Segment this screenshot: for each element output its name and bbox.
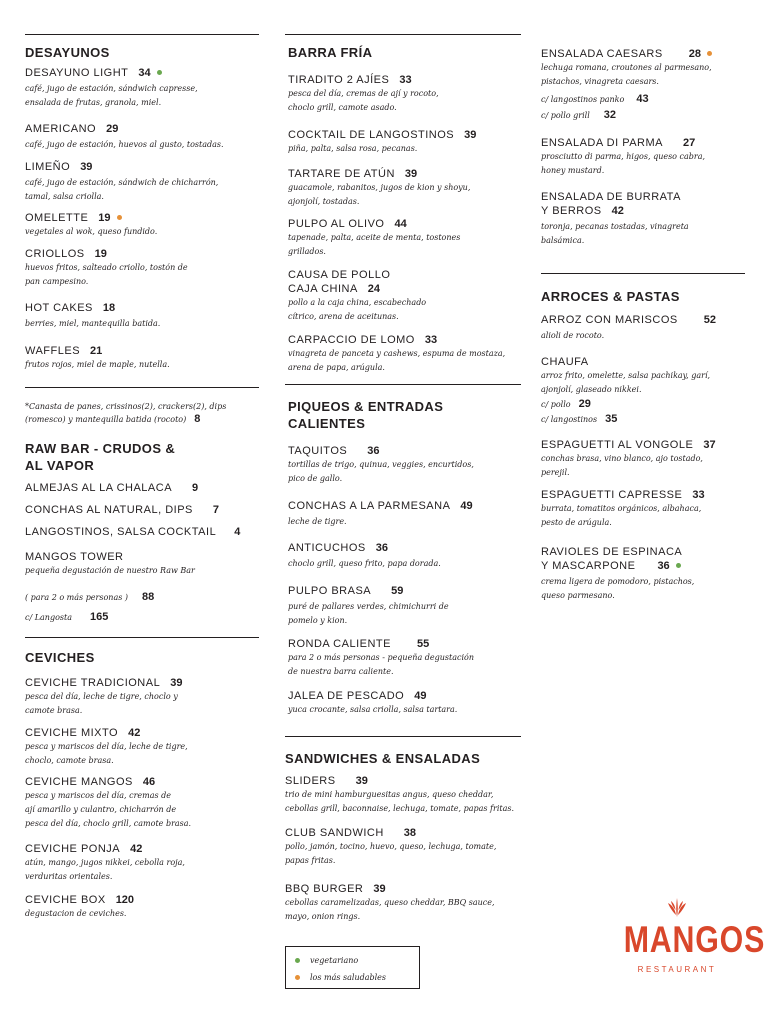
item-name: ENSALADA DI PARMA [541,137,663,149]
menu-item-espaguetti-capresse [541,488,745,530]
option-label: c/ langostinos panko [541,95,625,104]
item-price: 46 [142,776,156,788]
menu-item-langostinos-cocktail [25,525,259,539]
healthy-dot-icon [117,215,122,220]
menu-item-americano [25,122,259,152]
item-price: 49 [414,690,427,702]
caesar-option-langostinos [541,92,745,107]
item-description: pesca y mariscos del día, cremas de [25,791,171,800]
item-description: pistachos, vinagreta caesars. [541,77,659,86]
item-name: TARTARE DE ATÚN [288,168,395,180]
divider [541,273,745,274]
item-price: 52 [703,314,716,326]
menu-item-waffles [25,344,259,372]
brand-tagline: RESTAURANT [637,965,717,974]
item-price: 8 [194,413,201,425]
item-price: 36 [657,560,670,572]
brand-logo [612,896,766,996]
item-price: 42 [611,205,624,217]
title-line: AL VAPOR [25,458,95,473]
section-title-desayunos: DESAYUNOS [25,45,110,60]
item-description: café, jugo de estación, sándwich de chicharrón, [25,178,219,187]
item-name: CAJA CHINA [288,283,358,295]
menu-item-limeno [25,160,259,204]
legend-box [285,946,420,989]
menu-item-ceviche-tradicional [25,676,259,718]
item-name: LANGOSTINOS, SALSA COCKTAIL [25,526,217,538]
menu-item-jalea-pescado [288,689,521,717]
item-price: 33 [692,489,705,501]
item-description: ají amarillo y culantro, chicharrón de [25,805,177,814]
section-title-sandwiches: SANDWICHES & ENSALADAS [285,751,481,766]
item-name: PULPO AL OLIVO [288,218,385,230]
item-description: vinagreta de panceta y cashews, espuma de mostaza, [288,349,506,358]
tower-option-langosta [25,610,259,625]
item-description: pesca del día, leche de tigre, choclo y [25,692,178,701]
item-name: ESPAGUETTI AL VONGOLE [541,439,694,451]
item-description: pan campesino. [25,277,89,286]
item-price: 33 [399,74,412,86]
menu-item-conchas-parmesana [288,499,521,529]
item-description: ensalada de frutas, granola, miel. [25,98,162,107]
menu-item-cocktail-langostinos [288,128,521,156]
item-description: pico de gallo. [288,474,343,483]
vegetarian-dot-icon [676,563,681,568]
item-price: 39 [373,883,386,895]
vegetarian-dot-icon [295,958,300,963]
item-name: ALMEJAS AL LA CHALACA [25,482,173,494]
item-price: 42 [128,727,141,739]
item-description: frutos rojos, miel de maple, nutella. [25,360,170,369]
item-description: tortillas de trigo, quinua, veggies, encurtidos, [288,460,474,469]
item-price: 4 [234,526,241,538]
item-description: vegetales al wok, queso fundido. [25,227,158,236]
item-description: atún, mango, jugos nikkei, cebolla roja, [25,858,185,867]
item-description: cebollas grill, baconnaise, lechuga, tomate, papas fritas. [285,804,515,813]
brand-name: MANGOS [623,919,766,960]
item-description: de nuestra barra caliente. [288,667,394,676]
item-name: ESPAGUETTI CAPRESSE [541,489,683,501]
item-description: choclo, camote brasa. [25,756,114,765]
item-description: toronja, pecanas tostadas, vinagreta [541,222,689,231]
item-price: 33 [424,334,438,346]
item-description: leche de tigre. [288,517,347,526]
item-name: AMERICANO [25,123,97,135]
item-price: 19 [94,248,107,260]
menu-item-pulpo-brasa [288,584,521,628]
item-description: pequeña degustación de nuestro Raw Bar [25,566,195,575]
menu-item-ceviche-box [25,893,259,921]
healthy-dot-icon [295,975,300,980]
item-description: puré de pallares verdes, chimichurri de [288,602,449,611]
item-description: pomelo y kion. [288,616,348,625]
item-name: LIMEÑO [25,161,71,173]
item-name: ANTICUCHOS [288,542,366,554]
item-description: papas fritas. [285,856,336,865]
item-price: 120 [115,894,135,906]
title-line: RAW BAR - CRUDOS & [25,441,176,456]
item-name: HOT CAKES [25,302,93,314]
option-price: 32 [603,109,617,121]
menu-item-ensalada-parma [541,136,745,178]
note-line: *Canasta de panes, crissinos(2), crackers(2), dips [25,402,227,411]
item-name: CLUB SANDWICH [285,827,384,839]
item-price: 27 [683,137,696,149]
item-name: CONCHAS A LA PARMESANA [288,500,451,512]
menu-item-ceviche-mangos [25,775,259,831]
item-price: 29 [106,123,119,135]
option-price: 43 [636,93,649,105]
divider [25,637,259,638]
menu-item-ensalada-burrata [541,190,745,248]
section-title-raw-bar [25,440,259,474]
menu-item-mangos-tower [25,550,259,578]
menu-item-tiradito [288,73,521,115]
item-name: CEVICHE BOX [25,894,106,906]
item-description: pesto de arúgula. [541,518,612,527]
item-price: 21 [90,345,103,357]
menu-item-bbq-burger [285,882,521,924]
menu-item-criollos [25,247,259,289]
item-name: CAUSA DE POLLO [288,269,391,281]
menu-item-hot-cakes [25,301,259,331]
item-description: grillados. [288,247,326,256]
item-price: 39 [80,161,93,173]
item-name: JALEA DE PESCADO [288,690,405,702]
item-name: RAVIOLES DE ESPINACA [541,546,683,558]
option-label: c/ pollo [541,400,571,409]
item-description: ajonjolí, glaseado nikkei. [541,385,642,394]
item-description: choclo grill, queso frito, papa dorada. [288,559,441,568]
item-price: 19 [98,212,111,224]
option-label: ( para 2 o más personas ) [25,593,128,602]
item-description: berries, miel, mantequilla batida. [25,319,161,328]
item-name: RONDA CALIENTE [288,638,391,650]
option-label: c/ pollo grill [541,111,590,120]
item-description: cebollas caramelizadas, queso cheddar, BBQ sauce, [285,898,495,907]
item-name: CARPACCIO DE LOMO [288,334,415,346]
item-price: 55 [416,638,430,650]
menu-item-ceviche-ponja [25,842,259,884]
item-name: DESAYUNO LIGHT [25,67,129,79]
item-description: tapenade, palta, aceite de menta, tostones [288,233,461,242]
item-description: burrata, tomatitos orgánicos, albahaca, [541,504,702,513]
vegetarian-dot-icon [157,70,162,75]
item-price: 39 [355,775,368,787]
item-name: ENSALADA DE BURRATA [541,191,681,203]
tower-option-group [25,590,259,605]
menu-item-arroz-mariscos [541,313,745,343]
item-description: trio de mini hamburguesitas angus, queso cheddar, [285,790,494,799]
item-price: 39 [464,129,477,141]
menu-item-causa-pollo [288,268,521,324]
menu-item-pulpo-olivo [288,217,521,259]
item-price: 18 [102,302,116,314]
item-description: tamal, salsa criolla. [25,192,104,201]
option-price: 29 [578,398,591,410]
item-name: ENSALADA CAESARS [541,48,663,60]
item-price: 49 [460,500,473,512]
item-description: pollo, jamón, tocino, huevo, queso, lechuga, tomate, [285,842,497,851]
section-title-piqueos [288,398,521,432]
item-description: pesca del día, cremas de ají y rocoto, [288,89,439,98]
menu-item-sliders [285,774,521,816]
divider [285,736,521,737]
item-price: 39 [404,168,418,180]
item-description: guacamole, rabanitos, jugos de kion y shoyu, [288,183,471,192]
item-price: 39 [170,677,183,689]
item-description: verduritas orientales. [25,872,113,881]
option-price: 165 [89,611,109,623]
menu-item-espaguetti-vongole [541,438,745,480]
item-description: alioli de rocoto. [541,331,605,340]
item-name: MANGOS TOWER [25,551,124,563]
section-title-arroces: ARROCES & PASTAS [541,289,680,304]
item-name: SLIDERS [285,775,336,787]
item-description: honey mustard. [541,166,605,175]
divider [25,34,259,35]
item-description: café, jugo de estación, huevos al gusto, tostadas. [25,140,224,149]
item-price: 34 [138,67,151,79]
item-description: café, jugo de estación, sándwich capresse, [25,84,198,93]
item-name: CRIOLLOS [25,248,85,260]
menu-item-taquitos [288,444,521,486]
divider [285,34,521,35]
title-line: PIQUEOS & ENTRADAS [288,399,444,414]
item-price: 38 [403,827,417,839]
item-price: 37 [703,439,716,451]
item-price: 59 [391,585,404,597]
item-name: Y MASCARPONE [541,560,636,572]
divider [25,387,259,388]
menu-item-conchas-natural [25,503,259,517]
item-description: lechuga romana, croutones al parmesano, [541,63,712,72]
menu-item-ronda-caliente [288,637,521,679]
item-description: yuca crocante, salsa criolla, salsa tartara. [288,705,458,714]
item-name: Y BERROS [541,205,602,217]
item-name: CONCHAS AL NATURAL, DIPS [25,504,193,516]
item-description: perejil. [541,468,570,477]
item-name: CHAUFA [541,356,589,368]
divider [285,384,521,385]
legend-vegetarian: vegetariano [310,956,359,965]
legend-healthy: los más saludables [310,973,387,982]
item-name: BBQ BURGER [285,883,364,895]
item-price: 9 [192,482,199,494]
chaufa-option-pollo [541,397,745,412]
item-name: PULPO BRASA [288,585,372,597]
option-price: 35 [605,413,618,425]
item-description: prosciutto di parma, higos, queso cabra, [541,152,706,161]
item-description: cítrico, arena de aceitunas. [288,312,399,321]
note-line: (romesco) y mantequilla batida (rocoto) [25,415,187,424]
item-description: choclo grill, camote asado. [288,103,397,112]
menu-item-desayuno-light [25,66,259,110]
menu-item-tartare-atun [288,167,521,209]
section-title-ceviches: CEVICHES [25,650,95,665]
item-description: queso parmesano. [541,591,615,600]
menu-item-ravioles [541,545,745,603]
item-price: 36 [375,542,388,554]
item-name: CEVICHE PONJA [25,843,121,855]
menu-item-anticuchos [288,541,521,571]
item-description: para 2 o más personas - pequeña degustación [288,653,474,662]
item-description: piña, palta, salsa rosa, pecanas. [288,144,418,153]
item-name: WAFFLES [25,345,81,357]
item-description: crema ligera de pomodoro, pistachos, [541,577,695,586]
menu-item-omelette [25,211,259,239]
item-description: huevos fritos, salteado criollo, tostón de [25,263,188,272]
healthy-dot-icon [707,51,712,56]
item-name: COCKTAIL DE LANGOSTINOS [288,129,455,141]
item-name: TAQUITOS [288,445,348,457]
item-description: conchas brasa, vino blanco, ajo tostado, [541,454,703,463]
menu-item-carpaccio [288,333,521,375]
option-price: 88 [141,591,155,603]
item-description: ajonjolí, tostadas. [288,197,360,206]
item-description: degustacion de ceviches. [25,909,127,918]
caesar-option-pollo [541,108,745,123]
bread-basket-note [25,400,259,426]
item-description: balsámica. [541,236,585,245]
menu-item-club-sandwich [285,826,521,868]
item-description: mayo, onion rings. [285,912,361,921]
item-name: CEVICHE TRADICIONAL [25,677,161,689]
chaufa-option-langostinos [541,412,745,427]
item-price: 7 [212,504,219,516]
option-label: c/ Langosta [25,613,72,622]
menu-item-chaufa [541,355,745,397]
item-name: OMELETTE [25,212,89,224]
item-price: 44 [394,218,407,230]
item-price: 36 [367,445,380,457]
item-description: camote brasa. [25,706,83,715]
item-description: pesca del día, choclo grill, camote brasa. [25,819,192,828]
item-name: CEVICHE MIXTO [25,727,119,739]
item-description: pollo a la caja china, escabechado [288,298,427,307]
item-name: CEVICHE MANGOS [25,776,133,788]
item-name: TIRADITO 2 AJÍES [288,74,390,86]
item-name: ARROZ CON MARISCOS [541,314,678,326]
menu-item-ensalada-caesars [541,47,745,89]
title-line: CALIENTES [288,416,366,431]
item-price: 28 [688,48,701,60]
item-price: 24 [367,283,381,295]
item-description: pesca y mariscos del día, leche de tigre, [25,742,188,751]
item-price: 42 [130,843,143,855]
section-title-barra-fria: BARRA FRÍA [288,45,373,60]
menu-item-almejas [25,481,259,495]
option-label: c/ langostinos [541,415,598,424]
item-description: arroz frito, omelette, salsa pachikay, garí, [541,371,711,380]
mango-leaf-icon [666,896,688,918]
item-description: arena de papa, arúgula. [288,363,385,372]
menu-item-ceviche-mixto [25,726,259,768]
